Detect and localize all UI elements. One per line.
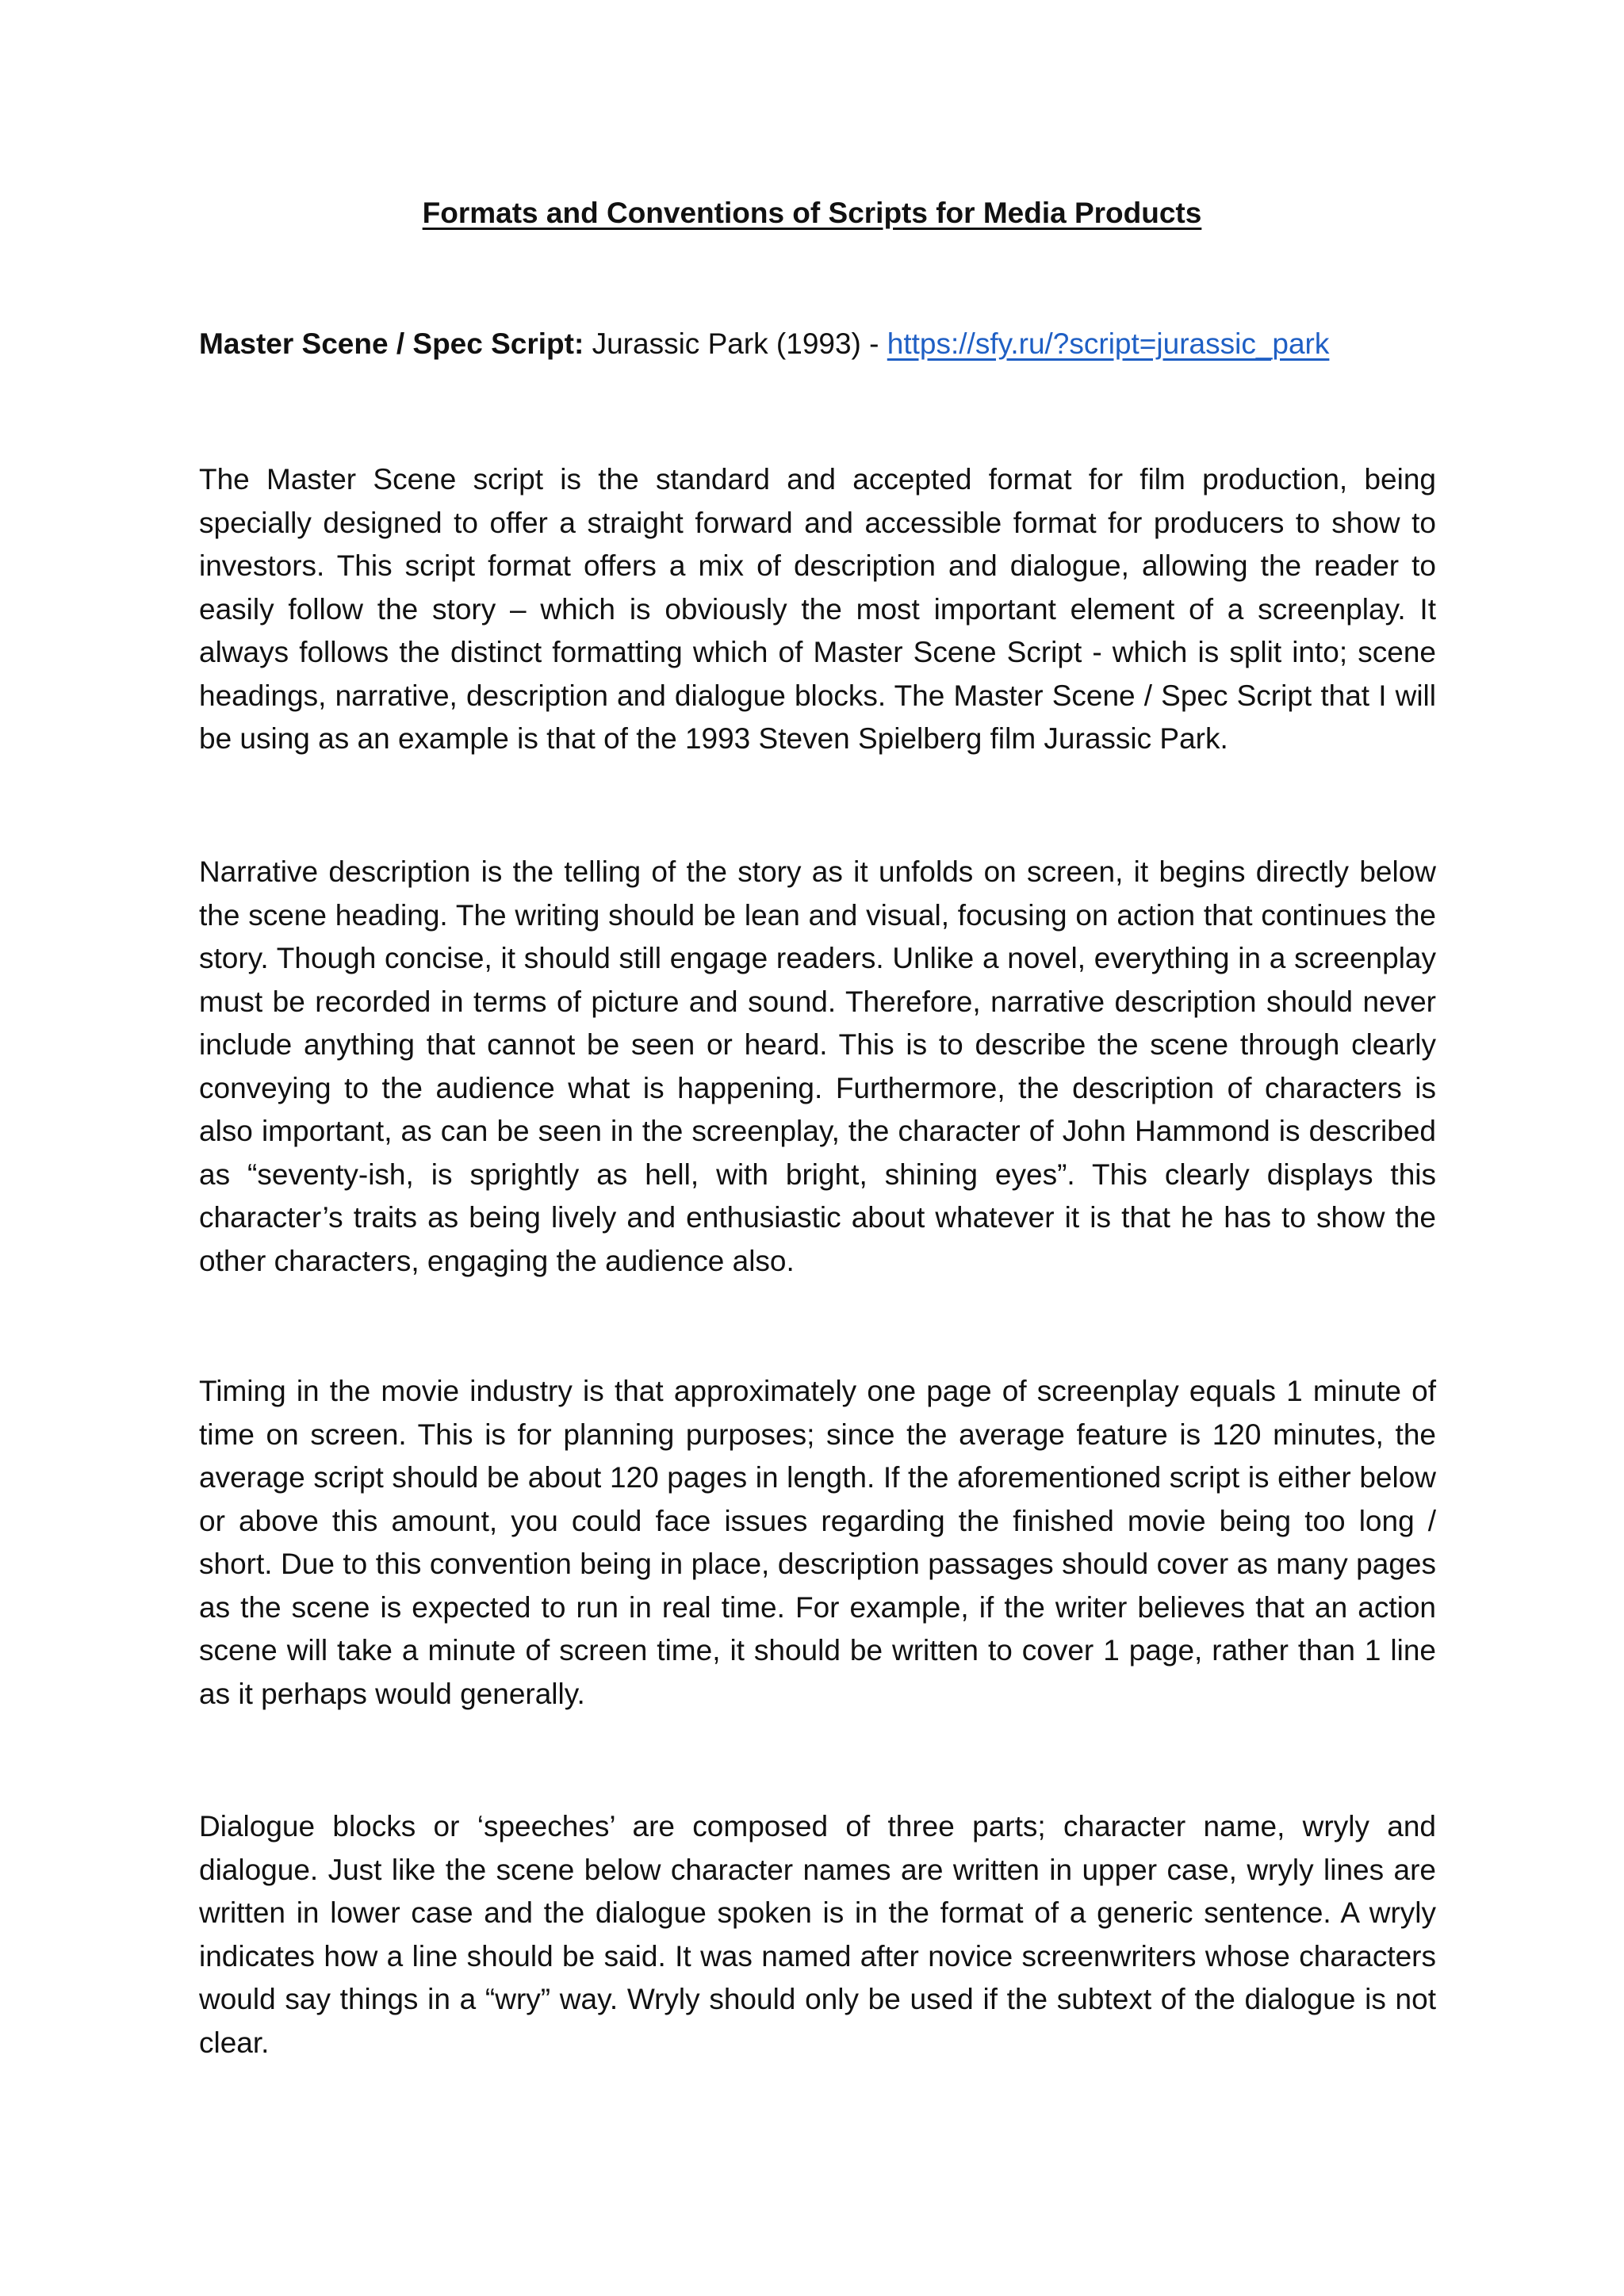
paragraph-dialogue-blocks: Dialogue blocks or ‘speeches’ are composed of three parts; character name, wryly and dialogue. Just like the scene below character names are written in upper case, wryly lines are written in lower case and the dialogue spoken is in the format of a generic sentence. A wryly indicates how a line should be said. It was named after novice screenwriters whose characters would say things in a “wry” way. Wryly should only be used if the subtext of the dialogue is not clear. [199, 1810, 1436, 2059]
script-type-label: Master Scene / Spec Script: [199, 327, 584, 360]
paragraph-narrative-description: Narrative description is the telling of the story as it unfolds on screen, it begins directly below the scene heading. The writing should be lean and visual, focusing on action that continues the story. Though concise, it should still engage readers. Unlike a novel, everything in a screenplay must be recorded in terms of picture and sound. Therefore, narrative description should never include anything that cannot be seen or heard. This is to describe the scene through clearly conveying to the audience what is happening. Furthermore, the description of characters is also important, as can be seen in the screenplay, the character of John Hammond is described as “seventy-ish, is sprightly as hell, with bright, shining eyes”. This clearly displays this character’s traits as being lively and enthusiastic about whatever it is that he has to show the other characters, engaging the audience also. [199, 855, 1436, 1277]
paragraph-timing: Timing in the movie industry is that approximately one page of screenplay equals 1 minute of time on screen. This is for planning purposes; since the average feature is 120 minutes, the average script should be about 120 pages in length. If the aforementioned script is either below or above this amount, you could face issues regarding the finished movie being too long / short. Due to this convention being in place, description passages should cover as many pages as the scene is expected to run in real time. For example, if the writer believes that an action scene will take a minute of screen time, it should be written to cover 1 page, rather than 1 line as it perhaps would generally. [199, 1375, 1436, 1710]
page-title: Formats and Conventions of Scripts for Media Products [422, 197, 1202, 229]
script-title-text: Jurassic Park (1993) - [584, 327, 887, 360]
script-link[interactable]: https://sfy.ru/?script=jurassic_park [887, 327, 1330, 360]
paragraph-master-scene: The Master Scene script is the standard and accepted format for film production, being specially designed to offer a straight forward and accessible format for producers to show to investors. This script format offers a mix of description and dialogue, allowing the reader to easily follow the story – which is obviously the most important element of a screenplay. It always follows the distinct formatting which of Master Scene Script - which is split into; scene headings, narrative, description and dialogue blocks. The Master Scene / Spec Script that I will be using as an example is that of the 1993 Steven Spielberg film Jurassic Park. [199, 463, 1436, 755]
script-reference [199, 324, 1436, 364]
